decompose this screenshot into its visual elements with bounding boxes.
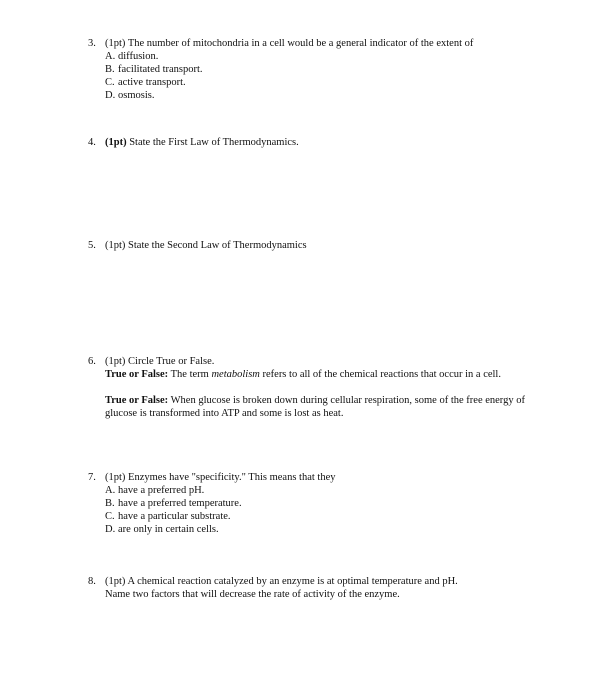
question-3-option-a: A. diffusion. (105, 51, 159, 62)
question-6-stem (105, 355, 548, 368)
question-3-option-c: C. active transport. (105, 77, 186, 88)
question-7 (88, 471, 548, 536)
question-7-option-c: C. have a particular substrate. (105, 511, 231, 522)
question-3-stem (105, 37, 548, 50)
question-4-points: (1pt) (105, 137, 127, 148)
question-4 (88, 136, 548, 149)
question-6-statement-1 (105, 368, 541, 381)
question-6-statement-2 (105, 394, 541, 420)
question-3-text: The number of mitochondria in a cell would be a general indicator of the extent of (127, 38, 474, 49)
question-6-points: (1pt) (105, 356, 126, 367)
question-7-option-b: B. have a preferred temperature. (105, 498, 242, 509)
question-6-statement-1-pre: The term (170, 369, 209, 380)
question-3 (88, 37, 548, 102)
question-7-points: (1pt) (105, 472, 126, 483)
question-6-spacer (88, 381, 548, 394)
question-3-option-b: B. facilitated transport. (105, 64, 203, 75)
question-8-number: 8. (88, 576, 96, 587)
question-4-stem (105, 136, 548, 149)
question-6-statement-1-lead: True or False: (105, 369, 169, 380)
question-6 (88, 355, 548, 420)
question-6-statement-2-text: When glucose is broken down during cellular respiration, some of the free energy of glucose is transformed into ATP and some is lost as heat. (105, 395, 525, 419)
question-5-text: State the Second Law of Thermodynamics (128, 240, 307, 251)
question-8-text-line-1: A chemical reaction catalyzed by an enzyme is at optimal temperature and pH. (127, 576, 458, 587)
question-5 (88, 239, 548, 252)
question-8-points: (1pt) (105, 576, 126, 587)
question-6-text: Circle True or False. (128, 356, 215, 367)
question-8 (88, 575, 548, 601)
question-7-options (105, 484, 548, 536)
question-6-statement-2-lead: True or False: (105, 395, 169, 406)
question-7-stem (105, 471, 548, 484)
question-8-text-line-2: Name two factors that will decrease the rate of activity of the enzyme. (105, 589, 400, 600)
question-7-number: 7. (88, 472, 96, 483)
question-8-stem (105, 575, 548, 588)
question-5-stem (105, 239, 548, 252)
question-6-statement-1-term: metabolism (211, 369, 260, 380)
question-4-text: State the First Law of Thermodynamics. (129, 137, 299, 148)
question-6-number: 6. (88, 356, 96, 367)
question-7-text: Enzymes have "specificity." This means that they (128, 472, 336, 483)
question-3-option-d: D. osmosis. (105, 90, 155, 101)
question-7-option-d: D. are only in certain cells. (105, 524, 219, 535)
question-5-points: (1pt) (105, 240, 126, 251)
question-5-number: 5. (88, 240, 96, 251)
question-6-statement-1-post: refers to all of the chemical reactions that occur in a cell. (262, 369, 501, 380)
question-3-points: (1pt) (105, 38, 126, 49)
question-3-number: 3. (88, 38, 96, 49)
question-3-options (105, 50, 548, 102)
question-7-option-a: A. have a preferred pH. (105, 485, 205, 496)
question-4-number: 4. (88, 137, 96, 148)
